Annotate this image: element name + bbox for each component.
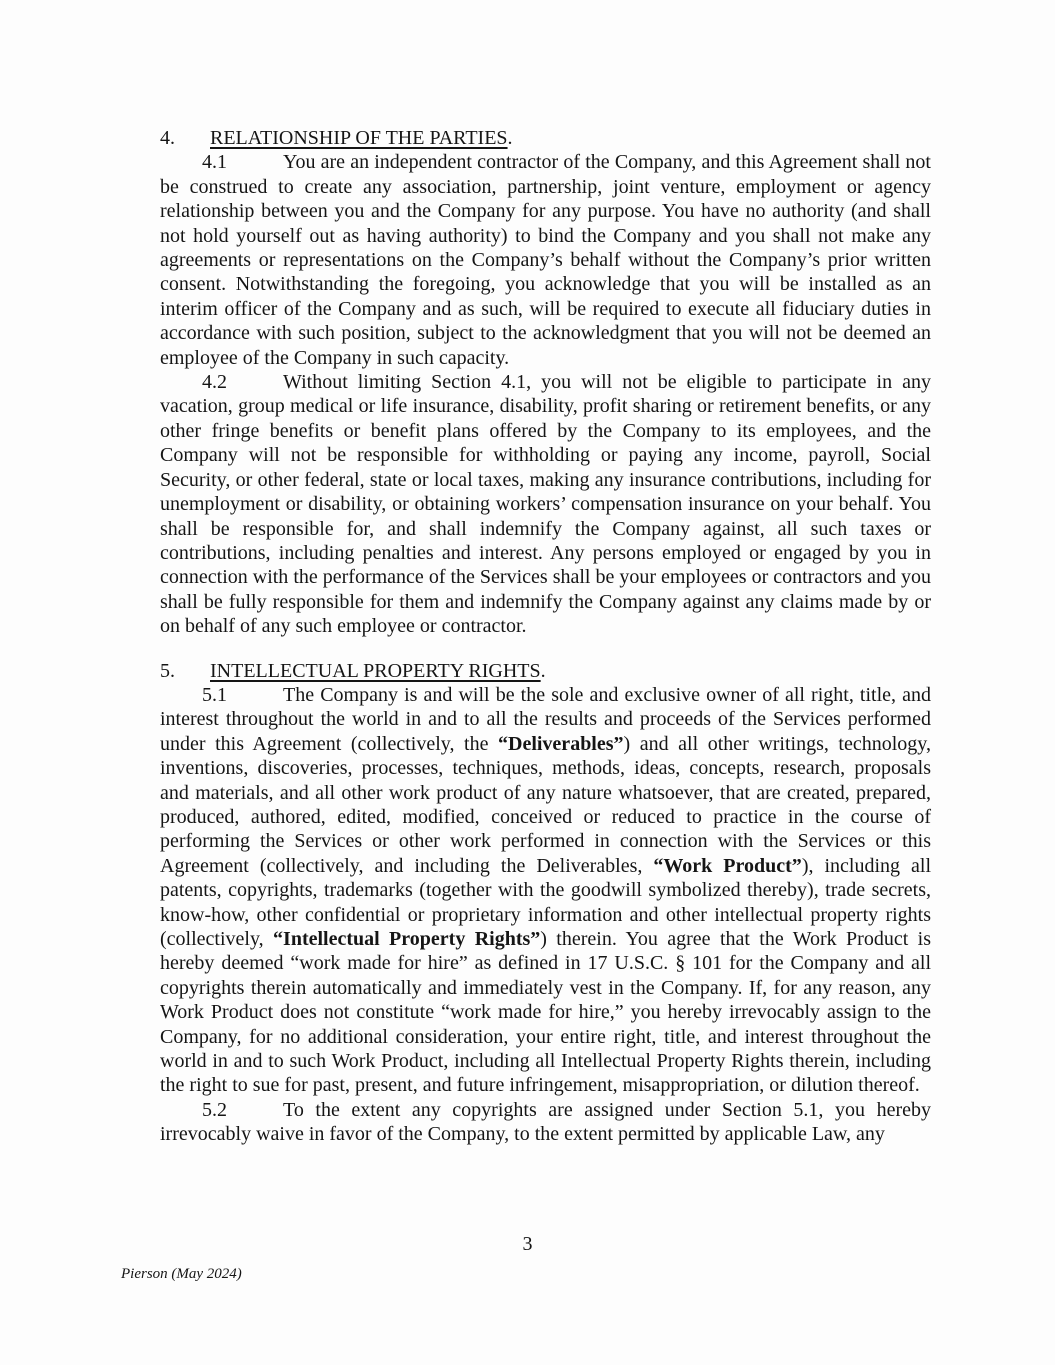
paragraph-5-1 [160, 683, 931, 1098]
defined-term-work-product: “Work Product” [653, 854, 802, 877]
paragraph-5-1-number: 5.1 [202, 683, 227, 706]
section-5-title: INTELLECTUAL PROPERTY RIGHTS [210, 659, 541, 682]
section-4-number: 4. [160, 127, 175, 149]
paragraph-5-2 [160, 1098, 931, 1147]
paragraph-5-2-text: To the extent any copyrights are assigned under Section 5.1, you hereby irrevocably waive in favor of the Company, to the extent permitted by applicable Law, any [160, 1098, 931, 1146]
paragraph-4-1-text: You are an independent contractor of the Company, and this Agreement shall not be construed to create any association, partnership, joint venture, employment or agency relationship between you and the Company for any purpose. You have no authority (and shall not hold yourself out as having authority) to bind the Company and you shall not make any agreements or representations on the Company’s behalf without the Company’s prior written consent. Notwithstanding the foregoing, you acknowledge that you will be installed as an interim officer of the Company and as such, will be required to execute all fiduciary duties in accordance with such position, subject to the acknowledgment that you will not be deemed an employee of the Company in such capacity. [160, 151, 931, 369]
page-number: 3 [522, 1233, 533, 1255]
paragraph-5-1-segment: ) and all other writings, technology, inventions, discoveries, processes, techniques, methods, ideas, concepts, research, proposals and materials, and all other work product of any nature whatsoever, that are created, prepared, produced, authored, edited, modified, conceived or reduced to practice in the course of performing the Services or other work performed in connection with the Services or this Agreement (collectively, and including the Deliverables, [160, 732, 932, 877]
paragraph-5-2-number: 5.2 [202, 1098, 227, 1121]
paragraph-5-1-segment: The Company is and will be the sole and exclusive owner of all right, title, and interest throughout the world in and to all the results and proceeds of the Services performed under this Agreement (collectively, the [160, 683, 931, 755]
section-4-title-period: . [507, 127, 513, 149]
section-4-heading [160, 126, 931, 150]
page-content [160, 126, 931, 1147]
section-5-number: 5. [160, 659, 175, 682]
paragraph-4-1 [160, 150, 931, 370]
paragraph-4-2 [160, 370, 931, 638]
paragraph-5-1-segment: ), including all patents, copyrights, trademarks (together with the goodwill symbolized thereby), trade secrets, know-how, other confidential or proprietary information and other intellectual property rights (collectively, [160, 854, 931, 950]
paragraph-4-2-number: 4.2 [202, 371, 227, 394]
paragraph-4-1-number: 4.1 [202, 151, 227, 174]
paragraph-5-1-segment: ) therein. You agree that the Work Product is hereby deemed “work made for hire” as defined in 17 U.S.C. § 101 for the Company and all copyrights therein automatically and immediately vest in the Company. If, for any reason, any Work Product does not constitute “work made for hire,” you hereby irrevocably assign to the Company, for no additional consideration, your entire right, title, and interest throughout the world in and to such Work Product, including all Intellectual Property Rights therein, including the right to sue for past, present, and future infringement, misappropriation, or dilution thereof. [160, 928, 931, 1097]
section-5-heading [160, 659, 931, 683]
section-4-title: RELATIONSHIP OF THE PARTIES [210, 127, 508, 149]
footer-note: Pierson (May 2024) [121, 1266, 242, 1282]
defined-term-deliverables: “Deliverables” [498, 732, 624, 755]
section-5-title-period: . [540, 659, 546, 682]
paragraph-4-2-text: Without limiting Section 4.1, you will not be eligible to participate in any vacation, group medical or life insurance, disability, profit sharing or retirement benefits, or any other fringe benefits or benefit plans offered by the Company to its employees, and the Company will not be responsible for withholding or paying any income, payroll, Social Security, or other federal, state or local taxes, making any insurance contributions, including for unemployment or disability, or obtaining workers’ compensation insurance on your behalf. You shall be responsible for, and shall indemnify the Company against, all such taxes or contributions, including penalties and interest. Any persons employed or engaged by you in connection with the performance of the Services shall be your employees or contractors and you shall be fully responsible for them and indemnify the Company against any claims made by or on behalf of any such employee or contractor. [160, 371, 931, 638]
defined-term-intellectual-property-rights: “Intellectual Property Rights” [273, 928, 541, 950]
